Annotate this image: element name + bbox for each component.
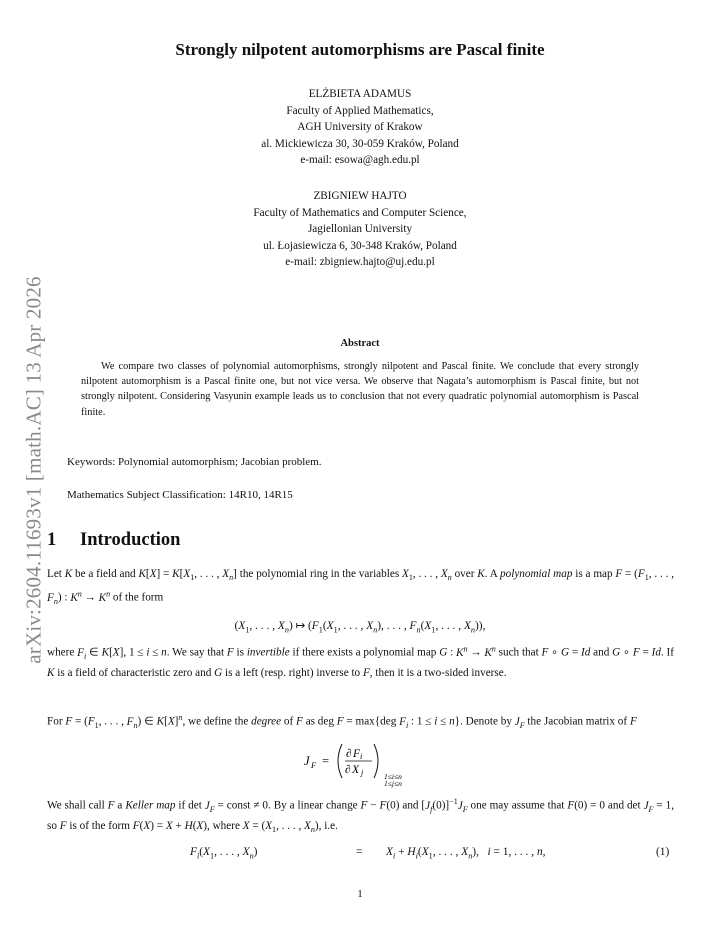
intro-paragraph-3: For $F = (F_1$, . . . , $F_n$) ∈ $K[X]^n$, we define the degree of F as deg F = max{deg $F_i$ : 1 ≤ i ≤ n}. Denote by $J_F$ the Jacobian matrix of F bbox=[47, 713, 637, 730]
abstract-text: We compare two classes of polynomial automorphisms, strongly nilpotent and Pascal finite. We conclude that every strongly nilpotent automorphism is a Pascal finite one, but not vice versa. We observe that Nagata’s automorphism is Pascal finite, but not strongly nilpotent. Considering Vasyunin example leads us to conclusion that not every quadratic polynomial automorphism is Pascal finite. bbox=[81, 361, 639, 418]
svg-text:J: J bbox=[304, 754, 310, 768]
author-2-name: ZBIGNIEW HAJTO bbox=[313, 190, 407, 202]
author-2-block bbox=[0, 188, 720, 271]
author-2-email[interactable]: e-mail: zbigniew.hajto@uj.edu.pl bbox=[285, 256, 435, 269]
svg-text:i: i bbox=[360, 752, 363, 761]
jacobian-matrix-equation bbox=[300, 740, 440, 791]
author-1-name: ELŻBIETA ADAMUS bbox=[308, 88, 412, 100]
section-number: 1 bbox=[47, 530, 57, 550]
svg-text:=: = bbox=[322, 754, 330, 768]
svg-text:1≤j≤n: 1≤j≤n bbox=[384, 779, 402, 788]
author-1-institution: AGH University of Krakow bbox=[297, 121, 423, 134]
svg-text:∂: ∂ bbox=[345, 764, 351, 776]
equation-1-equals: = bbox=[356, 846, 363, 858]
msc-line: Mathematics Subject Classification: 14R10, 14R15 bbox=[67, 489, 293, 501]
svg-text:X: X bbox=[352, 764, 360, 776]
author-1-address: al. Mickiewicza 30, 30-059 Kraków, Poland bbox=[261, 137, 459, 150]
section-heading-introduction bbox=[47, 530, 180, 551]
author-1-block bbox=[0, 86, 720, 169]
intro-paragraph-2: where $F_i$ ∈ K[X], 1 ≤ i ≤ n. We say that F is invertible if there exists a polynomial map G : $K^n \to K^n$ such that F ∘ G = Id and G ∘ F = Id. If K is a field of characteristic zero and G is a left (resp. right) inverse to F, then it is a two-sided inverse. bbox=[47, 644, 674, 679]
paper-title: Strongly nilpotent automorphisms are Pascal finite bbox=[175, 40, 545, 59]
section-title: Introduction bbox=[80, 530, 181, 550]
equation-1-lhs: $F_i(X_1$, . . . , $X_n$) bbox=[190, 846, 258, 861]
svg-text:F: F bbox=[353, 748, 361, 760]
author-2-affiliation: Faculty of Mathematics and Computer Science, bbox=[253, 206, 467, 219]
intro-paragraph-1: Let K be a field and $K[X] = K[X_1$, . . . , $X_n$] the polynomial ring in the variables $X_1$, . . . , $X_n$ over K. A polynomial map is a map $F = (F_1$, . . . , $F_n$) : $K^n \to K^n$ of the form bbox=[47, 568, 675, 607]
svg-text:j: j bbox=[361, 768, 364, 777]
abstract-heading: Abstract bbox=[340, 338, 380, 349]
jacobian-formula-graphic bbox=[300, 740, 440, 788]
svg-text:∂: ∂ bbox=[346, 748, 352, 760]
equation-1-number: (1) bbox=[656, 846, 670, 858]
svg-text:F: F bbox=[311, 760, 317, 770]
svg-text:1≤i≤n: 1≤i≤n bbox=[384, 772, 402, 781]
author-1-email[interactable]: e-mail: esowa@agh.edu.pl bbox=[300, 154, 420, 167]
equation-1-rhs: $X_i + H_i(X_1$, . . . , $X_n$), i = 1, . . . , n, bbox=[386, 846, 546, 861]
keywords-line: Keywords: Polynomial automorphism; Jacobian problem. bbox=[67, 456, 322, 468]
author-2-address: ul. Łojasiewicza 6, 30-348 Kraków, Poland bbox=[263, 239, 457, 252]
author-2-institution: Jagiellonian University bbox=[307, 223, 413, 236]
arxiv-identifier-stamp[interactable]: arXiv:2604.11693v1 [math.AC] 13 Apr 2026 bbox=[21, 276, 46, 664]
page-number: 1 bbox=[357, 888, 363, 900]
intro-paragraph-4: We shall call F a Keller map if $\det J_F$ = const ≠ 0. By a linear change F − F(0) and $[J_f(0)]^{-1}J_F$ one may assume that F(0) = 0 and $\det J_F = 1$, so F is of the form F(X) = X + H(X), where $X = (X_1$, . . . , $X_n$), i.e. bbox=[47, 797, 674, 835]
author-1-affiliation: Faculty of Applied Mathematics, bbox=[286, 104, 434, 117]
map-form-equation: ($X_1$, . . . , $X_n$) ↦ ($F_1(X_1$, . . . , $X_n$), . . . , $F_n(X_1$, . . . , $X_n$)), bbox=[234, 620, 486, 635]
